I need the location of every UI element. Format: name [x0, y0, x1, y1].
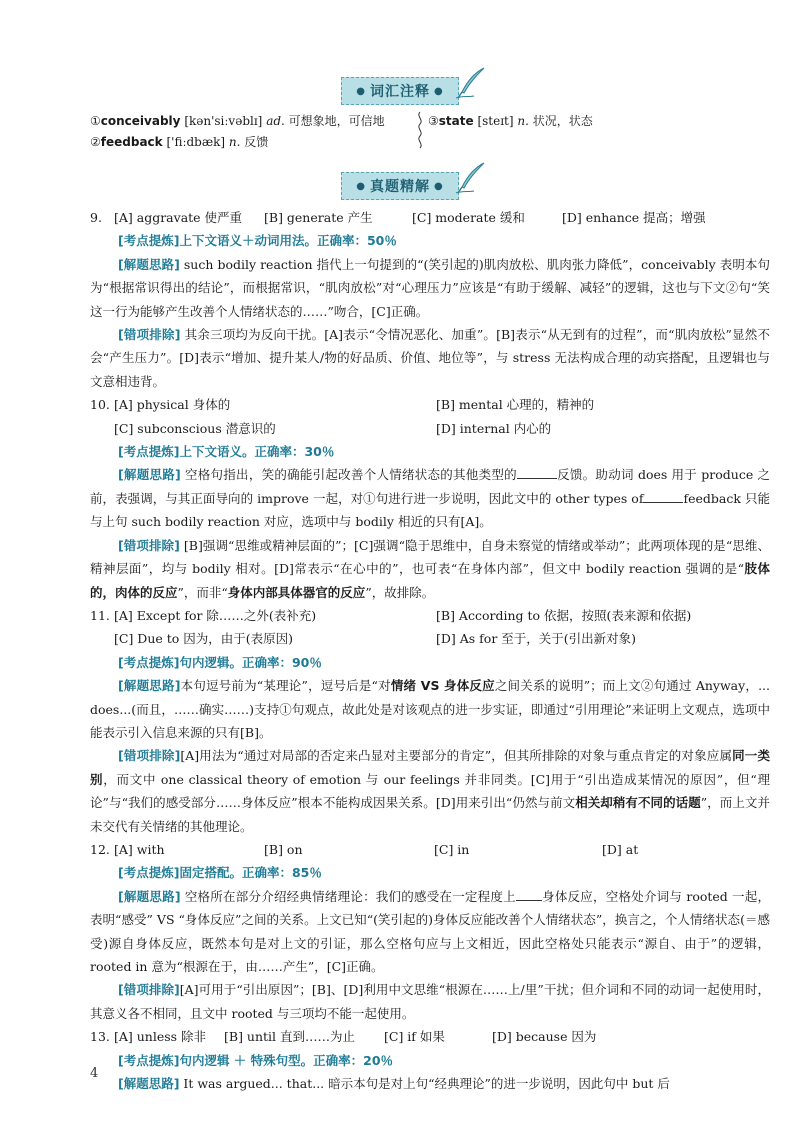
q9-options: 9. [A] aggravate 使严重 [B] generate 产生 [C] moderate 缓和 [D] enhance 提高；增强 — [90, 206, 770, 229]
vocab-item-conceivably: ①conceivably [kən'siːvəblɪ] ad. 可想象地，可信地 — [90, 114, 385, 128]
option: [A] aggravate 使严重 — [114, 210, 243, 225]
blank — [516, 888, 542, 901]
option: [A] with — [114, 841, 165, 857]
analysis-content — [90, 206, 770, 1095]
quill-icon — [454, 161, 488, 195]
blank — [643, 490, 683, 503]
option: [C] subconscious 潜意识的 — [114, 420, 276, 436]
q10-point: [考点提炼]上下文语义。正确率：30％ — [118, 444, 335, 460]
q11-options-row2 — [90, 627, 770, 650]
vocab-item-feedback: ②feedback ['fiːdbæk] n. 反馈 — [90, 135, 269, 149]
q11-wrong: [错项排除][A]用法为“通过对局部的否定来凸显对主要部分的肯定”，但其所排除的对象与重点肯定的对象应属同一类别，而文中 one classical theory of emotion 与 our feelings 并非同类。[C]用于“引出造成某情况的原因”，但“理论”与“我们的感受部分……身体反应”根本不能构成因果关系。[D]用来引出“仍然与前文相关却稍有不同的话题”，而上文并未交代有关情绪的其他理论。 — [90, 748, 770, 834]
option: [D] internal 内心的 — [436, 420, 552, 436]
q11-point: [考点提炼]句内逻辑。正确率：90％ — [118, 654, 322, 670]
option: [C] in — [434, 841, 470, 857]
page-number: 4 — [90, 1066, 99, 1081]
vocab-banner-title: 词汇注释 — [370, 84, 430, 100]
q12-idea: [解题思路] 空格所在部分介绍经典情绪理论：我们的感受在一定程度上 身体反应，空格处介词与 rooted 一起，表明“感受” VS “身体反应”之间的关系。上文已知“(笑引起的)身体反应能改善个人情绪状态”，换言之，个人情绪状态(＝感受)源自身体反应，既然本句是对上文的引证，那么空格句应与上文相近，因此空格处只能表示“源自、由于”的逻辑，rooted in 意为“根源在于，由……产生”，[C]正确。 — [90, 888, 770, 974]
option: [D] enhance 提高；增强 — [562, 210, 706, 225]
q9-wrong: [错项排除] 其余三项均为反向干扰。[A]表示“令情况恶化、加重”。[B]表示“从无到有的过程”，而“肌肉放松”显然不会“产生压力”。[D]表示“增加、提升某人/物的好品质、价值、地位等”，与 stress 无法构成合理的动宾搭配，且逻辑也与文意相违背。 — [90, 327, 770, 389]
q12-point: [考点提炼]固定搭配。正确率：85％ — [118, 865, 322, 881]
vocab-item-state: ③state [steɪt] n. 状况，状态 — [428, 114, 593, 128]
vocab-banner — [0, 76, 800, 106]
analysis-banner-box — [341, 172, 458, 200]
q9-point: [考点提炼]上下文语义＋动词用法。正确率：50％ — [118, 233, 397, 249]
vocab-divider-icon — [414, 110, 426, 150]
vocab-banner-box — [341, 77, 458, 105]
q10-wrong: [错项排除] [B]强调“思维或精神层面的”；[C]强调“隐于思维中，自身未察觉的情绪或举动”；此两项体现的是“思维、精神层面”，均与 bodily 相对。[D]常表示“在心中的”，也可表“在身体内部”，但文中 bodily reaction 强调的是“肢体的，肉体的反应”，而非“身体内部具体器官的反应”，故排除。 — [90, 537, 770, 600]
option: [C] if 如果 — [384, 1029, 445, 1045]
q13-idea: [解题思路] It was argued... that... 暗示本句是对上句“经典理论”的进一步说明，因此句中 but 后 — [118, 1076, 670, 1092]
option: [D] at — [602, 841, 639, 857]
q13-options: 13. [A] unless 除非 [B] until 直到……为止 [C] if 如果 [D] because 因为 — [90, 1025, 770, 1048]
analysis-banner — [0, 171, 800, 201]
q10-options-row1: 10. [A] physical 身体的 [B] mental 心理的，精神的 — [90, 393, 770, 416]
option: [D] As for 至于，关于(引出新对象) — [436, 631, 637, 647]
option: [B] mental 心理的，精神的 — [436, 397, 595, 413]
option: [A] unless 除非 — [114, 1029, 207, 1045]
q10-options-row2 — [90, 417, 770, 440]
dot-icon: ● — [356, 180, 366, 192]
option: [C] moderate 缓和 — [412, 210, 525, 225]
dot-icon: ● — [434, 85, 444, 97]
quill-icon — [454, 66, 488, 100]
q12-wrong: [错项排除][A]可用于“引出原因”；[B]、[D]利用中文思维“根源在……上/里”干扰；但介词和不同的动词一起使用时，其意义各不相同，且文中 rooted 与三项均不能一起使用。 — [90, 982, 770, 1021]
q10-idea: [解题思路] 空格句指出，笑的确能引起改善个人情绪状态的其他类型的 反馈。助动词 does 用于 produce 之前，表强调，与其正面导向的 improve 一起，对①句进行进一步说明，因此文中的 other types of feedback 只能与上句 such bodily reaction 对应，选项中与 bodily 相近的只有[A]。 — [90, 467, 770, 530]
option: [A] Except for 除……之外(表补充) — [114, 607, 317, 623]
q11-options-row1: 11. [A] Except for 除……之外(表补充) [B] According to 依据，按照(表来源和依据) — [90, 604, 770, 627]
option: [A] physical 身体的 — [114, 397, 231, 413]
q9-idea: [解题思路] such bodily reaction 指代上一句提到的“(笑引起的)肌肉放松、肌肉张力降低”，conceivably 表明本句为“根据常识得出的结论”，而根据常识，“肌肉放松”对“心理压力”应该是“有助于缓解、减轻”的逻辑，这也与下文②句“笑这一行为能够产生改善个人情绪状态的……”吻合，[C]正确。 — [90, 256, 770, 319]
q12-options: 12. [A] with [B] on [C] in [D] at — [90, 838, 770, 861]
blank — [517, 466, 557, 479]
option: [D] because 因为 — [492, 1029, 597, 1045]
option: [B] until 直到……为止 — [224, 1029, 356, 1045]
analysis-banner-title: 真题精解 — [370, 179, 430, 195]
option: [B] According to 依据，按照(表来源和依据) — [436, 607, 692, 623]
option: [B] generate 产生 — [264, 210, 373, 225]
option: [C] Due to 因为，由于(表原因) — [114, 631, 294, 647]
dot-icon: ● — [356, 85, 366, 97]
dot-icon: ● — [434, 180, 444, 192]
option: [B] on — [264, 841, 303, 857]
q11-idea: [解题思路]本句逗号前为“某理论”，逗号后是“对情绪 VS 身体反应之间关系的说明”；而上文②句通过 Anyway，... does...(而且，……确实……)支持①句观点，故此处是对该观点的进一步实证，即通过“引用理论”来证明上文观点，选项中能表示引入信息来源的只有[B]。 — [90, 678, 770, 740]
q13-point: [考点提炼]句内逻辑 ＋ 特殊句型。正确率：20％ — [118, 1052, 394, 1068]
